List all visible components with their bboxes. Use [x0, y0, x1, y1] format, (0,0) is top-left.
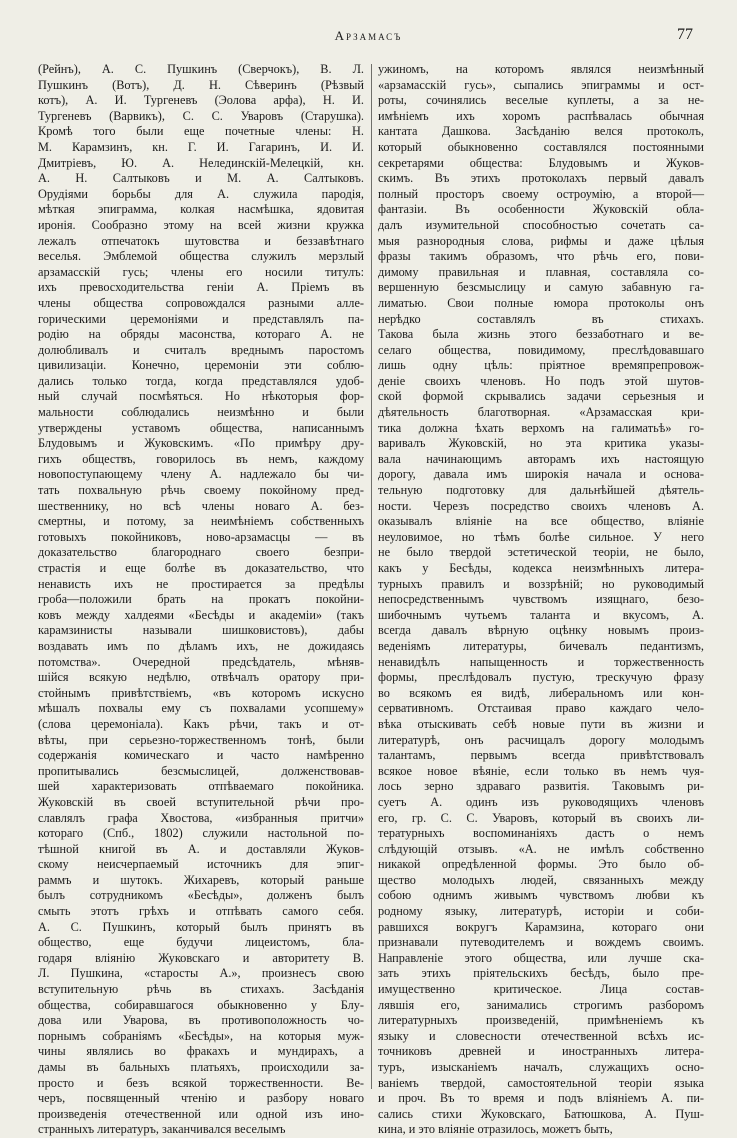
text-line: веденіямъ литературы, бичевалъ педантизмъ, [378, 638, 704, 653]
text-line: Блудовымъ и Жуковскимъ. «По примѣру дру- [38, 436, 364, 451]
text-line: Жуковскій въ своей вступительной рѣчи про- [38, 794, 364, 809]
text-line: сервативномъ. Отстаивая право каждаго чело- [378, 701, 704, 716]
text-line: ненавидѣлъ напыщенность и торжественность [378, 654, 704, 669]
text-line: лежалъ отпечатокъ шутовства и беззавѣтнаго [38, 233, 364, 248]
text-line: тика должна ѣхать верхомъ на галиматьѣ» го- [378, 420, 704, 435]
text-line: общество, еще будучи лицеистомъ, бла- [38, 935, 364, 950]
text-line: странныхъ литературъ, заканчивался веселымъ [38, 1122, 286, 1137]
text-line: вала начинающимъ авторамъ ихъ настоящую [378, 451, 704, 466]
text-line: былъ сотрудникомъ «Бесѣды», долженъ былъ [38, 888, 364, 903]
page-header [36, 28, 701, 50]
text-line: ваніемъ твердой, самостоятельной теоріи языка [378, 1075, 704, 1090]
text-line: кина, и это вліяніе отразилось, можетъ быть, [378, 1122, 613, 1137]
text-line: Направленіе этого общества, или лучше ска- [378, 950, 704, 965]
text-line: «арзамасскій гусь», сыпались эпиграммы и ост- [378, 77, 704, 92]
text-line: литературныхъ произведеній, примѣненіемъ къ [378, 1013, 704, 1028]
text-line: формы, преслѣдовалъ пустую, трескучую фразу [378, 670, 704, 685]
text-line: лишь одну цѣль: пріятное времяпрепровож- [378, 358, 704, 373]
text-line: дались только тогда, когда представлялся удоб- [38, 373, 364, 388]
text-line: ужиномъ, на которомъ являлся неизмѣнный [378, 62, 704, 76]
text-line: Кромѣ того были еще почетные члены: Н. [38, 124, 364, 139]
text-line: который обыкновенно составлялся постоянными [378, 139, 704, 154]
text-line: Пушкинъ (Вотъ), Д. Н. Сѣверинъ (Рѣзвый [38, 77, 364, 92]
text-line: порнымъ собраніямъ «Бесѣды», на которыя муж- [38, 1028, 364, 1043]
text-line: черъ, посвященный чтенію и разбору новаго [38, 1091, 364, 1106]
text-line: А. Н. Салтыковъ и М. А. Салтыковъ. [38, 171, 364, 186]
text-line: Л. Пушкина, «старосты А.», произнесъ свою [38, 966, 364, 981]
text-line: мыя разнородныя слова, рифмы и даже цѣлыя [378, 233, 704, 248]
text-line: Дмитріевъ, Ю. А. Нелединскій-Мелецкій, кн. [38, 155, 364, 170]
text-line: скому неисчерпаемый источникъ для эпиг- [38, 857, 364, 872]
text-line: талантамъ, первымъ всегда привѣтствовалъ [378, 748, 704, 763]
text-line: котъ), А. И. Тургеневъ (Эолова арфа), Н. И. [38, 93, 364, 108]
text-line: мѣткая эпиграмма, колкая насмѣшка, ядовитая [38, 202, 364, 217]
text-line: мѣшалъ похвалы ему съ похвалами усопшему» [38, 701, 364, 716]
running-head: Арзамасъ [334, 28, 403, 43]
text-line: скимъ. Въ этихъ протоколахъ первый давалъ [378, 171, 704, 186]
text-line: ненависть ихъ не простирается за предѣлы [38, 576, 364, 591]
text-line: всегда давалъ вѣрную оцѣнку новымъ произ- [378, 623, 704, 638]
text-line: всякое новое вѣяніе, если только въ немъ чуя- [378, 763, 704, 778]
text-line: гихъ обществъ, говорилось въ немъ, каждому [38, 451, 364, 466]
text-line: литературѣ, онъ расчищалъ дорогу молодымъ [378, 732, 704, 747]
text-line: роты, сочинялись веселые куплеты, а за не- [378, 93, 704, 108]
text-line: турныхъ правилъ и воззрѣній; но руководимый [378, 576, 704, 591]
text-line: родію на обряды масонства, котораго А. не [38, 327, 364, 342]
text-line: дамы въ бальныхъ платьяхъ, происходили за- [38, 1060, 364, 1074]
right-column [378, 62, 704, 1137]
text-line: равшихся вокругъ Карамзина, котораго они [378, 919, 704, 934]
text-line: дова или Уварова, въ противоположность чо- [38, 1013, 364, 1028]
page-number: 77 [677, 26, 693, 43]
text-line: лось зерно здраваго развитія. Таковымъ ри- [378, 779, 704, 794]
text-line: неуловимое, но тѣмъ болѣе сильное. У него [378, 529, 704, 544]
text-line: пропитывались безсмыслицей, долженствовав- [38, 763, 364, 778]
text-line: Орудіями борьбы для А. служила пародія, [38, 186, 364, 201]
text-line: ской формой скрывались задачи серьезныя и [378, 389, 704, 404]
text-line: карамзинисты называли шишковистовъ), дабы [38, 623, 364, 638]
text-line: шибочнымъ чутьемъ таланта и вкусомъ, А. [378, 607, 704, 622]
text-line: горическими церемоніями и представлялъ па- [38, 311, 364, 326]
text-line: чины являлись во фракахъ и мундирахъ, а [38, 1044, 364, 1059]
text-line: имѣніемъ ихъ хоромъ распѣвалась обычная [378, 108, 704, 123]
text-line: фразы такимъ образомъ, что рѣчь его, пови- [378, 249, 704, 264]
text-line: далъ изумительной способностью сочетать са- [378, 217, 704, 232]
text-line: общества, собиравшагося обыкновенно у Блу- [38, 997, 364, 1012]
text-line: оказывалъ вліяніе на все общество, вліяніе [378, 514, 704, 529]
text-line: и проч. Въ то время и подъ вліяніемъ А. пи- [378, 1091, 704, 1106]
text-line: готовыхъ покойниковъ, ново-арзамасцы — въ [38, 529, 364, 544]
text-line: (слова церемоніала). Какъ рѣчи, такъ и от- [38, 716, 364, 731]
text-line: селаго общества, повидимому, преслѣдовавшаго [378, 342, 704, 357]
text-line: варивалъ Жуковскій, но эта критика указы- [378, 436, 704, 451]
text-line: страстія и еще болѣе въ доказательство, что [38, 561, 364, 575]
text-line: произведенія отечественной или одной изъ ино- [38, 1106, 364, 1121]
text-line: во всякомъ ея видѣ, либеральномъ или кон- [378, 685, 704, 700]
text-line: тельную подготовку для дальнѣйшей дѣятель- [378, 483, 704, 498]
text-line: ности. Черезъ посредство своихъ членовъ А. [378, 498, 704, 513]
text-line: содержанія комическаго и часто намѣренно [38, 748, 364, 763]
text-line: мальности соблюдались неизмѣнно и были [38, 405, 364, 420]
left-column [38, 62, 364, 1137]
text-line: секретарями общества: Блудовымъ и Жуков- [378, 155, 704, 170]
text-line: славлялъ графа Хвостова, «избранныя притчи» [38, 810, 364, 825]
text-line: веселья. Эмблемой общества служилъ мерзлый [38, 249, 364, 264]
text-line: Такова была жизнь этого беззаботнаго и ве- [378, 327, 704, 342]
text-line: Тургеневъ (Варвикъ), С. С. Уваровъ (Старушка). [38, 108, 364, 123]
text-line: вершенную безсмыслицу и самую забавную га- [378, 280, 704, 295]
text-line: лиматью. Свои полные юмора протоколы онъ [378, 295, 704, 310]
text-line: тѣшной книгой въ А. и доставляли Жуков- [38, 841, 364, 856]
text-line: шественнику, но всѣ члены новаго А. без- [38, 498, 364, 513]
text-line: раммъ и шутокъ. Жихаревъ, который раньше [38, 872, 364, 887]
text-line: потомства». Очередной предсѣдатель, мѣняв- [38, 654, 364, 669]
text-line: непосредственнымъ чувствомъ изящнаго, безо- [378, 592, 704, 607]
text-line: арзамасскій гусь; члены его носили титулъ: [38, 264, 364, 279]
text-line: смыть этотъ грѣхъ и отпѣвать самого себя. [38, 904, 364, 919]
text-line: зать этихъ пріятельскихъ бесѣдъ, было пре- [378, 966, 704, 981]
text-line: новопоступающему члену А. надлежало бы чи- [38, 467, 364, 482]
text-line: полный просторъ своему остроумію, а второй— [378, 186, 704, 201]
text-line: димому правильная и плавная, составляла со- [378, 264, 704, 279]
text-line: доказательство благороднаго своего безпри- [38, 545, 364, 560]
text-line: его, гр. С. С. Уваровъ, который въ своихъ ли- [378, 810, 704, 825]
text-line: утверждены уставомъ общества, написаннымъ [38, 420, 364, 435]
text-line: какъ у Бесѣды, кодекса неизмѣнныхъ литера- [378, 561, 704, 575]
column-divider [371, 64, 372, 1089]
text-line: тать похвальную рѣчь своему покойному пред- [38, 483, 364, 498]
text-line: родному языку, литературѣ, исторіи и соби- [378, 904, 704, 919]
text-line: собою однимъ живымъ чувствомъ любви къ [378, 888, 704, 903]
text-line: языку и словесности отечественной всѣхъ ис- [378, 1028, 704, 1043]
text-line: котораго (Спб., 1802) служили настольной по- [38, 826, 364, 841]
text-line: имущественно критическое. Лица состав- [378, 982, 704, 997]
text-line: не было твердой эстетической теоріи, не было, [378, 545, 704, 560]
text-line: члены общества сопровождался разными алле- [38, 295, 364, 310]
text-line: шійся всякую недѣлю, отвѣчалъ оратору при- [38, 670, 364, 685]
text-line: просто и безъ всякой торжественности. Ве- [38, 1075, 364, 1090]
text-line: вступительную рѣчь въ стихахъ. Засѣданія [38, 982, 364, 997]
text-line: годаря вліянію Жуковскаго и авторитету В. [38, 950, 364, 965]
text-line: точниковъ древней и иностранныхъ литера- [378, 1044, 704, 1059]
text-line: ихъ превосходительства геніи А. Пріемъ въ [38, 280, 364, 295]
text-line: стойнымъ привѣтствіемъ, «въ которомъ искусно [38, 685, 364, 700]
text-line: деніе своихъ членовъ. Но подъ этой шутов- [378, 373, 704, 388]
text-line: кантата Дашкова. Засѣданію велся протоколъ, [378, 124, 704, 139]
text-line: ковъ между халдеями «Бесѣды и академіи» (такъ [38, 607, 364, 622]
text-line: смертны, и потому, за неимѣніемъ собственныхъ [38, 514, 364, 529]
text-line: суетъ А. одинъ изъ руководящихъ членовъ [378, 794, 704, 809]
text-line: гроба—положили брать на прокатъ покойни- [38, 592, 364, 607]
text-line: вѣка отыскивать себѣ новые пути въ жизни и [378, 716, 704, 731]
text-line: слѣдующій отзывъ. «А. не имѣлъ собственно [378, 841, 704, 856]
text-line: цивилизаціи. Конечно, церемоніи эти соблю- [38, 358, 364, 373]
text-line: фантазіи. Въ особенности Жуковскій обла- [378, 202, 704, 217]
text-line: шей характеризовать отпѣваемаго покойника. [38, 779, 364, 794]
text-line: воздавать имъ по дѣламъ ихъ, не дожидаясь [38, 638, 364, 653]
text-line: щество молодыхъ людей, связанныхъ между [378, 872, 704, 887]
text-line: долюбливалъ и считалъ вреднымъ паростомъ [38, 342, 364, 357]
text-line: М. Карамзинъ, кн. Г. И. Гагаринъ, И. И. [38, 139, 364, 154]
text-line: лявшія его, занимались строгимъ разборомъ [378, 997, 704, 1012]
text-line: дорогу, давала имъ широкія начала и основа- [378, 467, 704, 482]
text-line: вѣты, при серьезно-торжественномъ тонѣ, были [38, 732, 364, 747]
text-line: дѣятельность благотворная. «Арзамасская кри- [378, 405, 704, 420]
text-line: А. С. Пушкинъ, который былъ принятъ въ [38, 919, 364, 934]
text-line: нерѣдко составлялъ въ стихахъ. [378, 311, 704, 326]
text-line: ный случай посмѣяться. Но нѣкоторыя фор- [38, 389, 364, 404]
text-line: признавали путеводителемъ и вождемъ своимъ. [378, 935, 704, 950]
text-line: сались стихи Жуковскаго, Батюшкова, А. Пуш- [378, 1106, 704, 1121]
text-line: никакой опредѣленной формы. Это было об- [378, 857, 704, 872]
text-line: тературныхъ воспоминаніяхъ дастъ о немъ [378, 826, 704, 841]
text-line: туръ, изысканіемъ началъ, служащихъ осно- [378, 1060, 704, 1074]
text-line: иронія. Сообразно этому на всей жизни кружка [38, 217, 364, 232]
text-line: (Рейнъ), А. С. Пушкинъ (Сверчокъ), В. Л. [38, 62, 364, 76]
